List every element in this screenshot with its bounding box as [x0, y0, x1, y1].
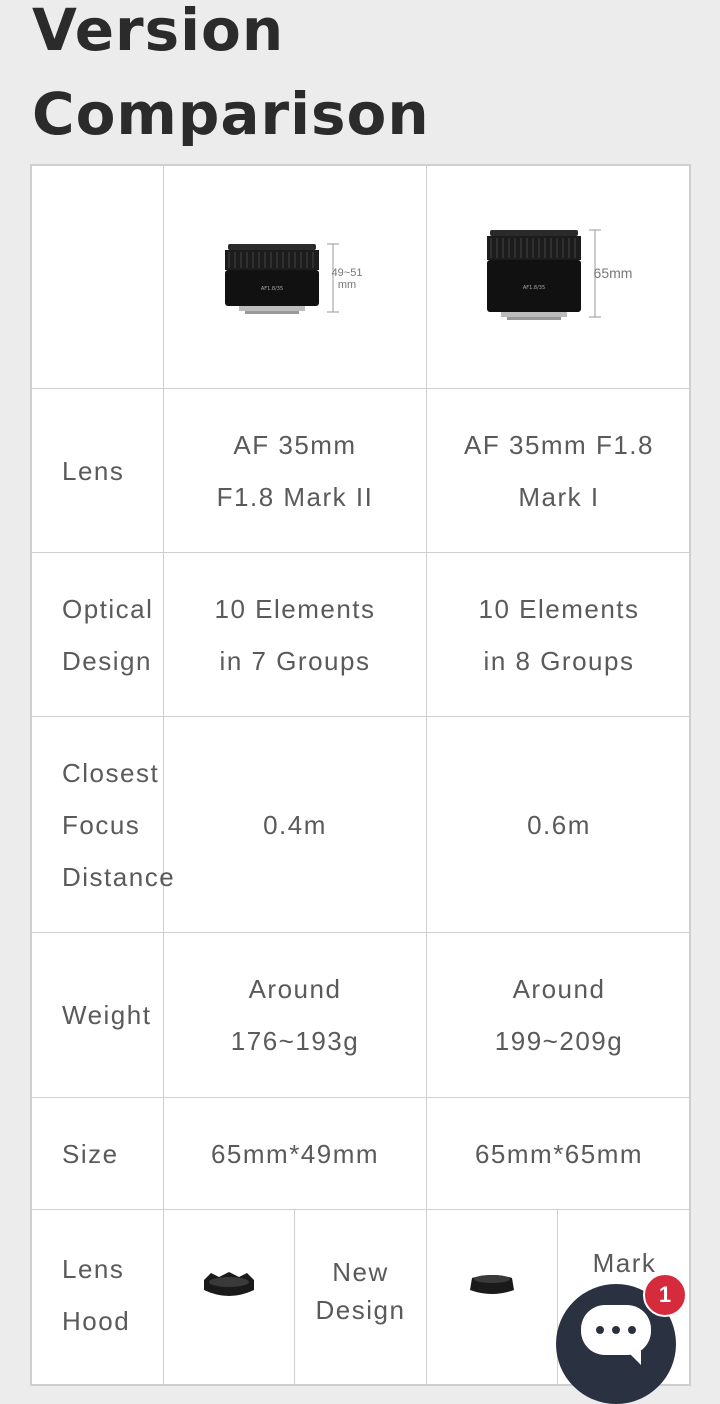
row-label-closest-focus: Closest Focus Distance	[32, 717, 164, 933]
mark2-lens-line1: AF 35mm	[233, 429, 357, 460]
chat-bubble-icon	[581, 1305, 651, 1355]
mark2-image-cell	[164, 166, 427, 389]
mark1-weight-cell: Around 199~209g	[427, 933, 691, 1098]
comparison-table	[30, 164, 691, 1386]
chat-unread-badge: 1	[643, 1273, 687, 1317]
mark2-dimension-label: 49~51	[331, 267, 363, 279]
row-label-size: Size	[32, 1098, 164, 1210]
mark1-image-cell	[427, 166, 691, 389]
mark2-lens-image	[215, 232, 375, 322]
mark1-hood-image-cell	[427, 1210, 558, 1386]
mark1-hood-note-cell: Mark	[592, 1248, 657, 1278]
mark1-dimension-label: 65mm	[593, 265, 633, 281]
mark1-lens-line2: Mark I	[518, 481, 600, 512]
mark2-optical-cell: 10 Elements in 7 Groups	[164, 553, 427, 717]
header-empty-cell	[32, 166, 164, 389]
title-line-2: Comparison	[32, 80, 430, 148]
mark1-lens-print: AF1.8/35	[522, 285, 546, 291]
mark1-round-hood-image	[466, 1272, 518, 1298]
mark1-optical-cell: 10 Elements in 8 Groups	[427, 553, 691, 717]
mark1-lens-cell	[427, 389, 691, 553]
mark2-petal-hood-image	[201, 1268, 257, 1302]
mark1-lens-line1: AF 35mm F1.8	[464, 429, 654, 460]
mark1-focus-cell: 0.6m	[427, 717, 691, 933]
mark1-size-cell: 65mm*65mm	[427, 1098, 691, 1210]
mark1-lens-image	[479, 227, 639, 327]
mark2-lens-cell	[164, 389, 427, 553]
row-label-weight: Weight	[32, 933, 164, 1098]
row-label-lens: Lens	[32, 389, 164, 553]
mark2-weight-cell: Around 176~193g	[164, 933, 427, 1098]
page-title	[32, 0, 430, 156]
mark2-focus-cell: 0.4m	[164, 717, 427, 933]
mark2-hood-image-cell	[164, 1210, 295, 1386]
row-label-optical-design: Optical Design	[32, 553, 164, 717]
mark2-dimension-unit: mm	[337, 279, 357, 291]
mark2-size-cell: 65mm*49mm	[164, 1098, 427, 1210]
mark2-lens-print: AF1.8/35	[260, 286, 284, 292]
mark2-lens-line2: F1.8 Mark II	[216, 481, 374, 512]
title-line-1: Version	[32, 0, 285, 64]
row-label-lens-hood: Lens Hood	[32, 1210, 164, 1386]
mark2-hood-note-cell: New Design	[295, 1210, 427, 1386]
